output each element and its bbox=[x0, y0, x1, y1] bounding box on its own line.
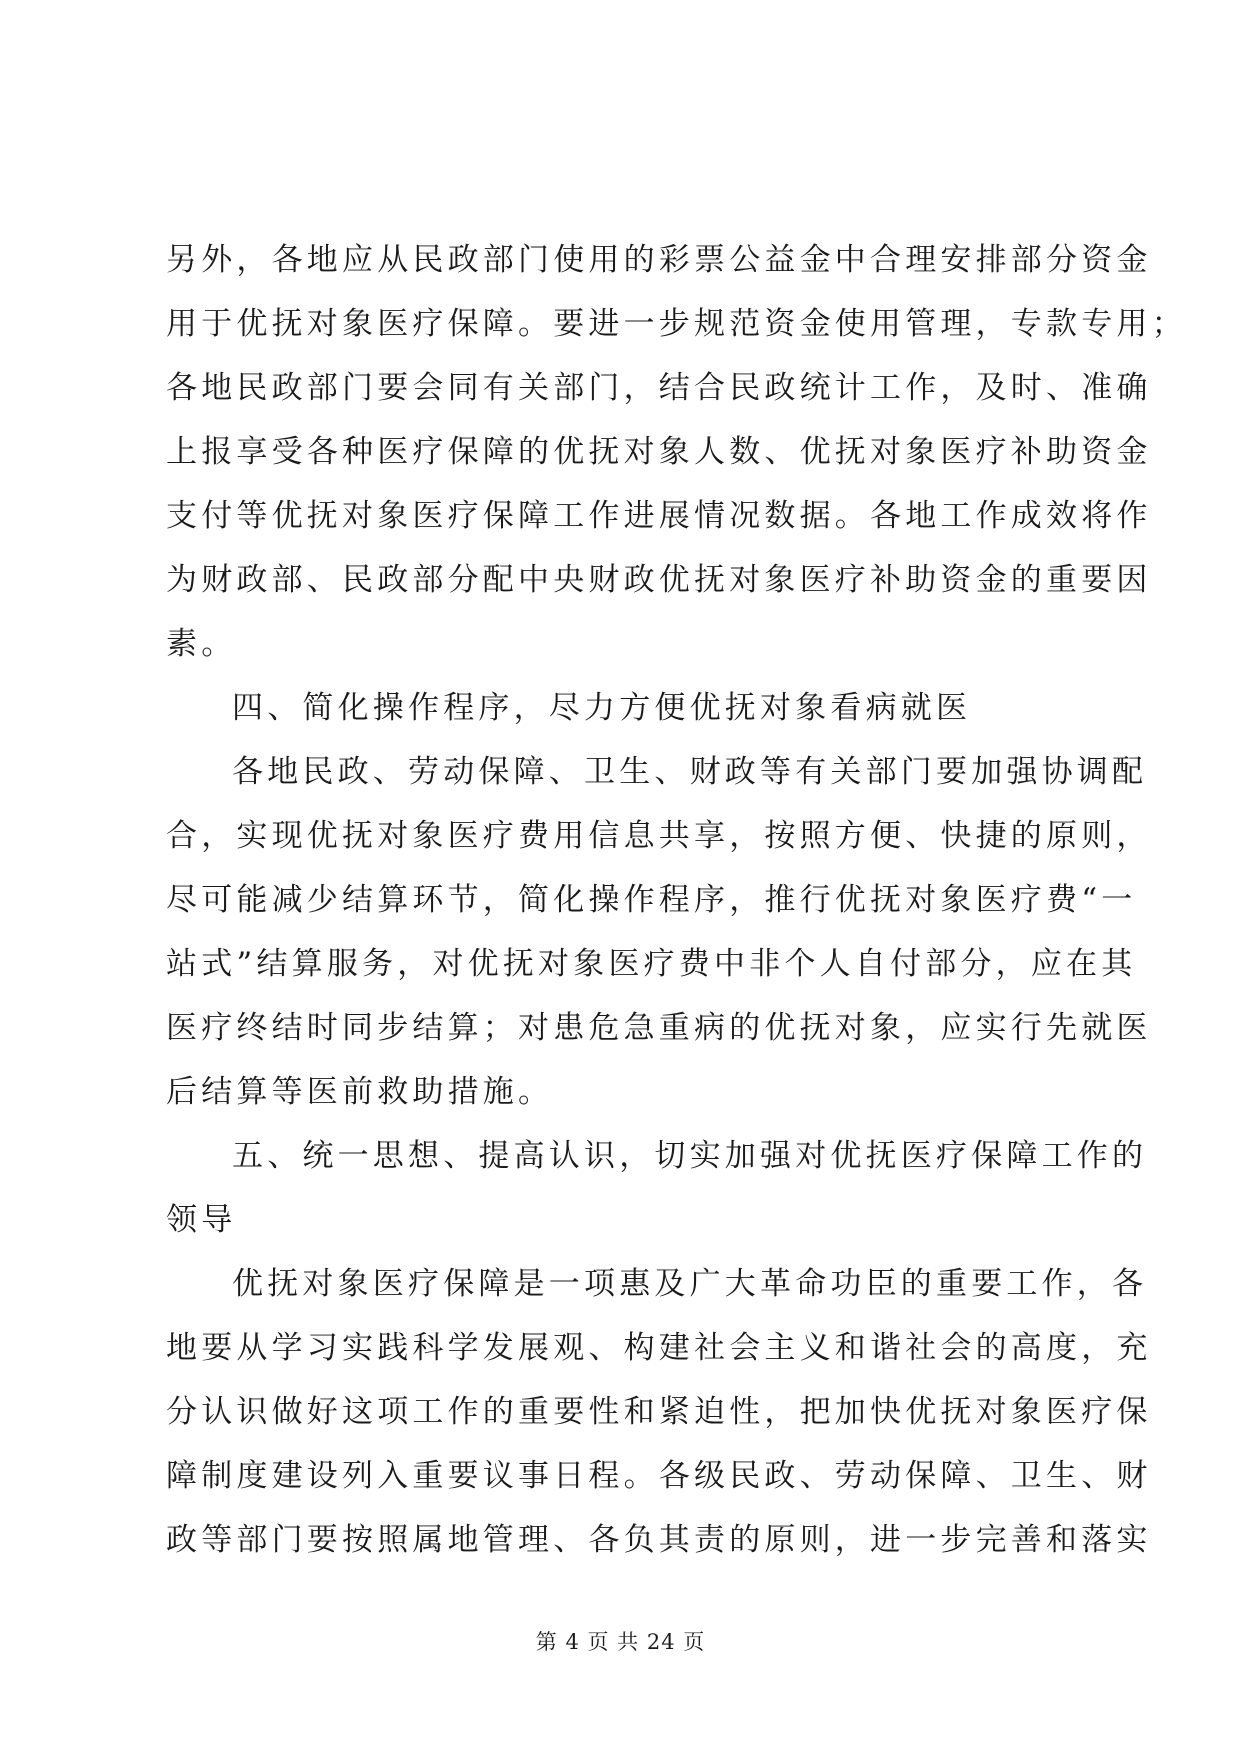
text-line: 后结算等医前救助措施。 bbox=[166, 1074, 554, 1110]
text-line: 素。 bbox=[166, 626, 237, 662]
text-line: 障制度建设列入重要议事日程。各级民政、劳动保障、卫生、财 bbox=[166, 1458, 1152, 1494]
text-line: 各地民政、劳动保障、卫生、财政等有关部门要加强协调配 bbox=[232, 754, 1148, 790]
text-line: 五、统一思想、提高认识，切实加强对优抚医疗保障工作的 bbox=[232, 1138, 1148, 1174]
text-line: 地要从学习实践科学发展观、构建社会主义和谐社会的高度，充 bbox=[166, 1330, 1152, 1366]
text-line: 合，实现优抚对象医疗费用信息共享，按照方便、快捷的原则， bbox=[166, 818, 1152, 854]
text-line: 另外，各地应从民政部门使用的彩票公益金中合理安排部分资金 bbox=[166, 242, 1152, 278]
text-line: 政等部门要按照属地管理、各负其责的原则，进一步完善和落实 bbox=[166, 1522, 1152, 1558]
text-line: 优抚对象医疗保障是一项惠及广大革命功臣的重要工作，各 bbox=[232, 1266, 1148, 1302]
text-line: 尽可能减少结算环节，简化操作程序，推行优抚对象医疗费“一 bbox=[166, 882, 1137, 918]
text-line: 各地民政部门要会同有关部门，结合民政统计工作，及时、准确 bbox=[166, 370, 1152, 406]
text-line: 站式”结算服务，对优抚对象医疗费中非个人自付部分，应在其 bbox=[166, 946, 1137, 982]
text-line: 领导 bbox=[166, 1202, 237, 1238]
page-footer: 第 4 页 共 24 页 bbox=[535, 1630, 706, 1654]
body-text bbox=[166, 228, 1187, 1572]
text-line: 用于优抚对象医疗保障。要进一步规范资金使用管理，专款专用； bbox=[166, 306, 1187, 342]
text-line: 支付等优抚对象医疗保障工作进展情况数据。各地工作成效将作 bbox=[166, 498, 1152, 534]
text-line: 分认识做好这项工作的重要性和紧迫性，把加快优抚对象医疗保 bbox=[166, 1394, 1152, 1430]
text-line: 上报享受各种医疗保障的优抚对象人数、优抚对象医疗补助资金 bbox=[166, 434, 1152, 470]
text-line: 医疗终结时同步结算；对患危急重病的优抚对象，应实行先就医 bbox=[166, 1010, 1152, 1046]
text-line: 四、简化操作程序，尽力方便优抚对象看病就医 bbox=[232, 690, 972, 726]
text-line: 为财政部、民政部分配中央财政优抚对象医疗补助资金的重要因 bbox=[166, 562, 1152, 598]
